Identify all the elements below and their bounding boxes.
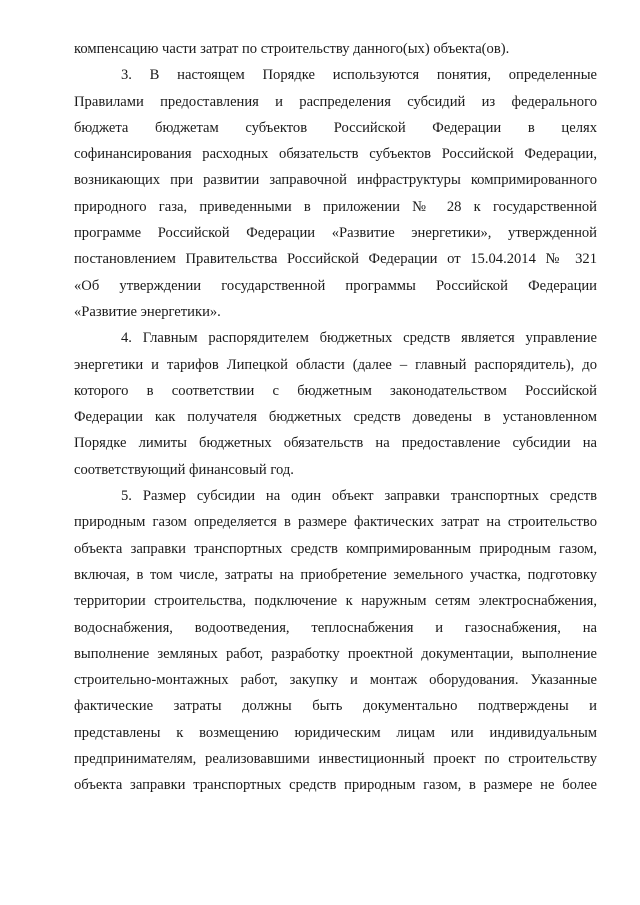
text-line: природного газа, приведенными в приложении № 28 к государственной — [74, 198, 597, 215]
text-line: 4. Главным распорядителем бюджетных средств является управление — [121, 330, 597, 347]
text-line: софинансирования расходных обязательств субъектов Российской Федерации, — [74, 146, 597, 163]
text-line: постановлением Правительства Российской Федерации от 15.04.2014 № 321 — [74, 251, 597, 268]
text-line: «Развитие энергетики». — [74, 303, 221, 320]
text-line: строительно-монтажных работ, закупку и монтаж оборудования. Указанные — [74, 672, 597, 689]
text-line: энергетики и тарифов Липецкой области (далее – главный распорядитель), до — [74, 356, 597, 373]
text-line: которого в соответствии с бюджетным законодательством Российской — [74, 382, 597, 399]
text-line: возникающих при развитии заправочной инфраструктуры компримированного — [74, 172, 597, 189]
text-line: Федерации как получателя бюджетных средств доведены в установленном — [74, 409, 597, 426]
paragraph-p4 — [74, 325, 597, 483]
text-line: соответствующий финансовый год. — [74, 461, 294, 478]
text-line: бюджета бюджетам субъектов Российской Федерации в целях — [74, 119, 597, 136]
text-line: Правилами предоставления и распределения субсидий из федерального — [74, 93, 597, 110]
text-line: включая, в том числе, затраты на приобретение земельного участка, подготовку — [74, 566, 597, 583]
text-line: объекта заправки транспортных средств компримированным природным газом, — [74, 540, 597, 557]
text-line: объекта заправки транспортных средств природным газом, в размере не более — [74, 777, 597, 794]
text-line: компенсацию части затрат по строительству данного(ых) объекта(ов). — [74, 41, 510, 57]
text-line: представлены к возмещению юридическим лицам или индивидуальным — [74, 724, 597, 741]
document-page — [74, 36, 597, 799]
paragraph-p5 — [74, 483, 597, 799]
text-line: 5. Размер субсидии на один объект заправки транспортных средств — [121, 488, 597, 505]
text-line: предпринимателям, реализовавшими инвестиционный проект по строительству — [74, 751, 597, 768]
text-line: выполнение земляных работ, разработку проектной документации, выполнение — [74, 645, 597, 662]
paragraph-p2-tail — [74, 36, 597, 62]
text-line: природным газом определяется в размере фактических затрат на строительство — [74, 514, 597, 531]
paragraph-p3 — [74, 62, 597, 325]
text-line: 3. В настоящем Порядке используются понятия, определенные — [121, 67, 597, 84]
text-line: Порядке лимиты бюджетных обязательств на предоставление субсидии на — [74, 435, 597, 452]
text-line: территории строительства, подключение к наружным сетям электроснабжения, — [74, 593, 597, 610]
text-line: программе Российской Федерации «Развитие энергетики», утвержденной — [74, 225, 597, 242]
text-line: «Об утверждении государственной программы Российской Федерации — [74, 277, 597, 294]
text-line: водоснабжения, водоотведения, теплоснабжения и газоснабжения, на — [74, 619, 597, 636]
text-line: фактические затраты должны быть документально подтверждены и — [74, 698, 597, 715]
